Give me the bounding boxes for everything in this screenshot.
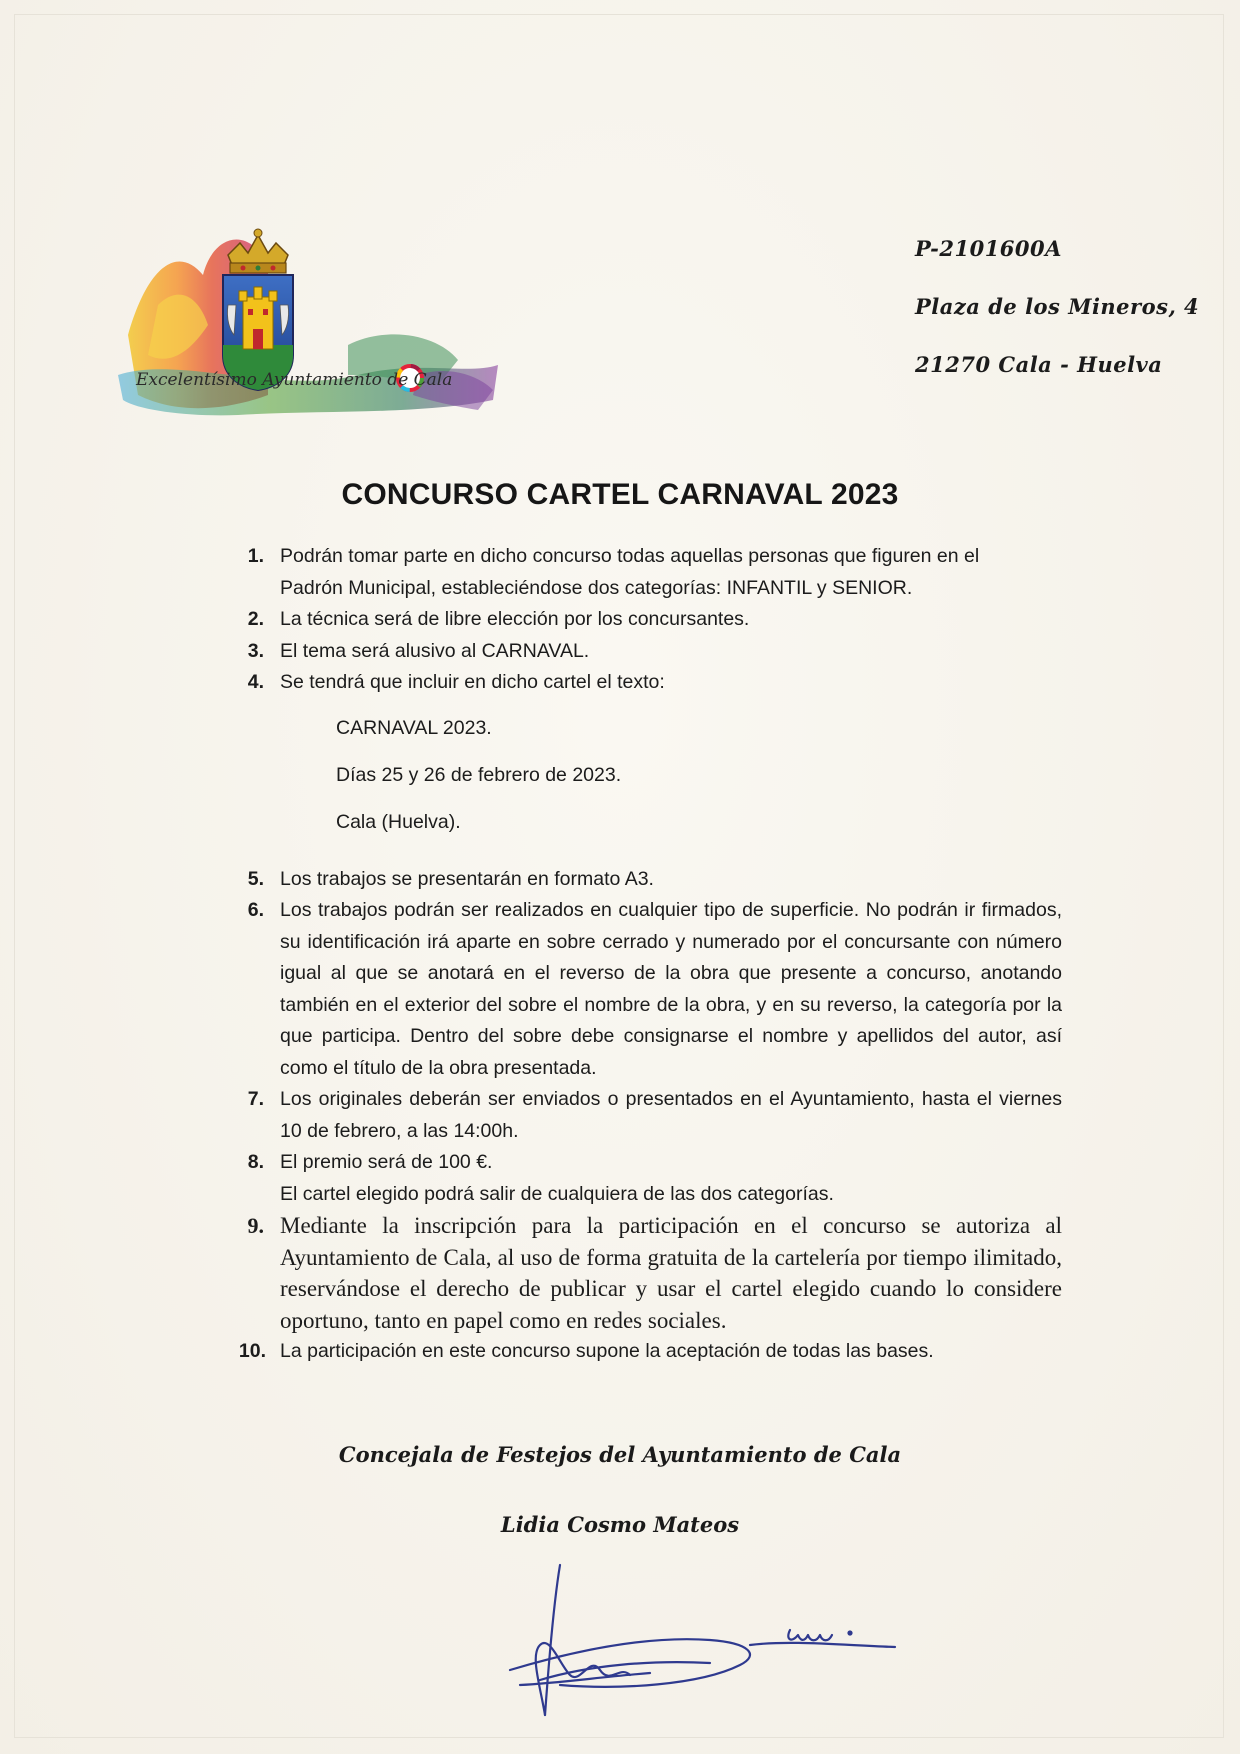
- rule-item: [236, 541, 1062, 604]
- tax-code: P-2101600A: [915, 236, 1062, 261]
- rule-item: [236, 1336, 1062, 1368]
- rule-number: 5.: [247, 867, 264, 890]
- address-block: [915, 236, 1215, 410]
- rule-text: El tema será alusivo al CARNAVAL.: [280, 639, 590, 662]
- logo-motto: Excelentísimo Ayuntamiento de Cala: [136, 370, 453, 390]
- rule-text: El cartel elegido podrá salir de cualquiera de las dos categorías.: [280, 1182, 834, 1205]
- rule-item: [236, 1210, 1062, 1336]
- rule-number: 4.: [247, 671, 264, 693]
- rule-text: Podrán tomar parte en dicho concurso todas aquellas personas que figuren en el: [280, 545, 980, 567]
- rule-number: 10.: [238, 1340, 266, 1362]
- rule-number: 7.: [247, 1088, 264, 1110]
- required-text-block: [236, 713, 1062, 854]
- rule-number: 8.: [247, 1151, 264, 1173]
- rule-number: 3.: [247, 639, 264, 662]
- rule-item: [236, 667, 1062, 699]
- rule-item: [236, 636, 1062, 668]
- required-text-line: Días 25 y 26 de febrero de 2023.: [336, 763, 622, 786]
- street-address: Plaza de los Mineros, 4: [915, 294, 1200, 319]
- rules-list: [236, 541, 1062, 1368]
- rule-text: El premio será de 100 €.: [280, 1151, 493, 1173]
- postal-city: 21270 Cala - Huelva: [915, 352, 1163, 377]
- rule-text: Mediante la inscripción para la participación en el concurso se autoriza al Ayuntamiento de Cala, al uso de forma gratuita de la cartelería por tiempo ilimitado, reservándose el derecho de publicar y usar el cartel elegido cuando lo considere oportuno, tanto en papel como en redes sociales.: [280, 1213, 1062, 1333]
- handwritten-signature: [500, 1555, 920, 1725]
- rule-number: 2.: [247, 608, 264, 630]
- rule-number: 1.: [247, 545, 264, 567]
- rule-text: Los originales deberán ser enviados o presentados en el Ayuntamiento, hasta el viernes 10 de febrero, a las 14:00h.: [280, 1088, 1062, 1142]
- municipal-logo: [118, 225, 498, 450]
- rule-item: [236, 604, 1062, 636]
- signatory-name: Lidia Cosmo Mateos: [500, 1512, 740, 1537]
- rule-text: Padrón Municipal, estableciéndose dos categorías: INFANTIL y SENIOR.: [280, 576, 913, 599]
- crown-icon: [228, 229, 288, 273]
- rule-text: La participación en este concurso supone la aceptación de todas las bases.: [280, 1340, 934, 1362]
- document-title: CONCURSO CARTEL CARNAVAL 2023: [341, 478, 899, 511]
- rule-text: Se tendrá que incluir en dicho cartel el texto:: [280, 671, 665, 693]
- rule-number: 9.: [247, 1213, 264, 1238]
- rule-item: [236, 1147, 1062, 1210]
- required-text-line: Cala (Huelva).: [336, 810, 461, 833]
- required-text-line: CARNAVAL 2023.: [336, 716, 492, 739]
- rule-number: 6.: [247, 899, 264, 921]
- rule-text: La técnica será de libre elección por los concursantes.: [280, 608, 750, 630]
- rule-text: Los trabajos se presentarán en formato A3.: [280, 867, 654, 890]
- rule-item: [236, 895, 1062, 1084]
- signatory-role: Concejala de Festejos del Ayuntamiento de Cala: [338, 1442, 902, 1467]
- rule-text: Los trabajos podrán ser realizados en cualquier tipo de superficie. No podrán ir firmados, su identificación irá aparte en sobre cerrado y numerado por el concursante con número igual al que se anotará en el reverso de la obra que presente a concurso, anotando también en el exterior del sobre el nombre de la obra, y en su reverso, la categoría por la que participa. Dentro del sobre debe consignarse el nombre y apellidos del autor, así como el título de la obra presentada.: [280, 899, 1062, 1079]
- rule-item: [236, 1084, 1062, 1147]
- rule-item: [236, 864, 1062, 896]
